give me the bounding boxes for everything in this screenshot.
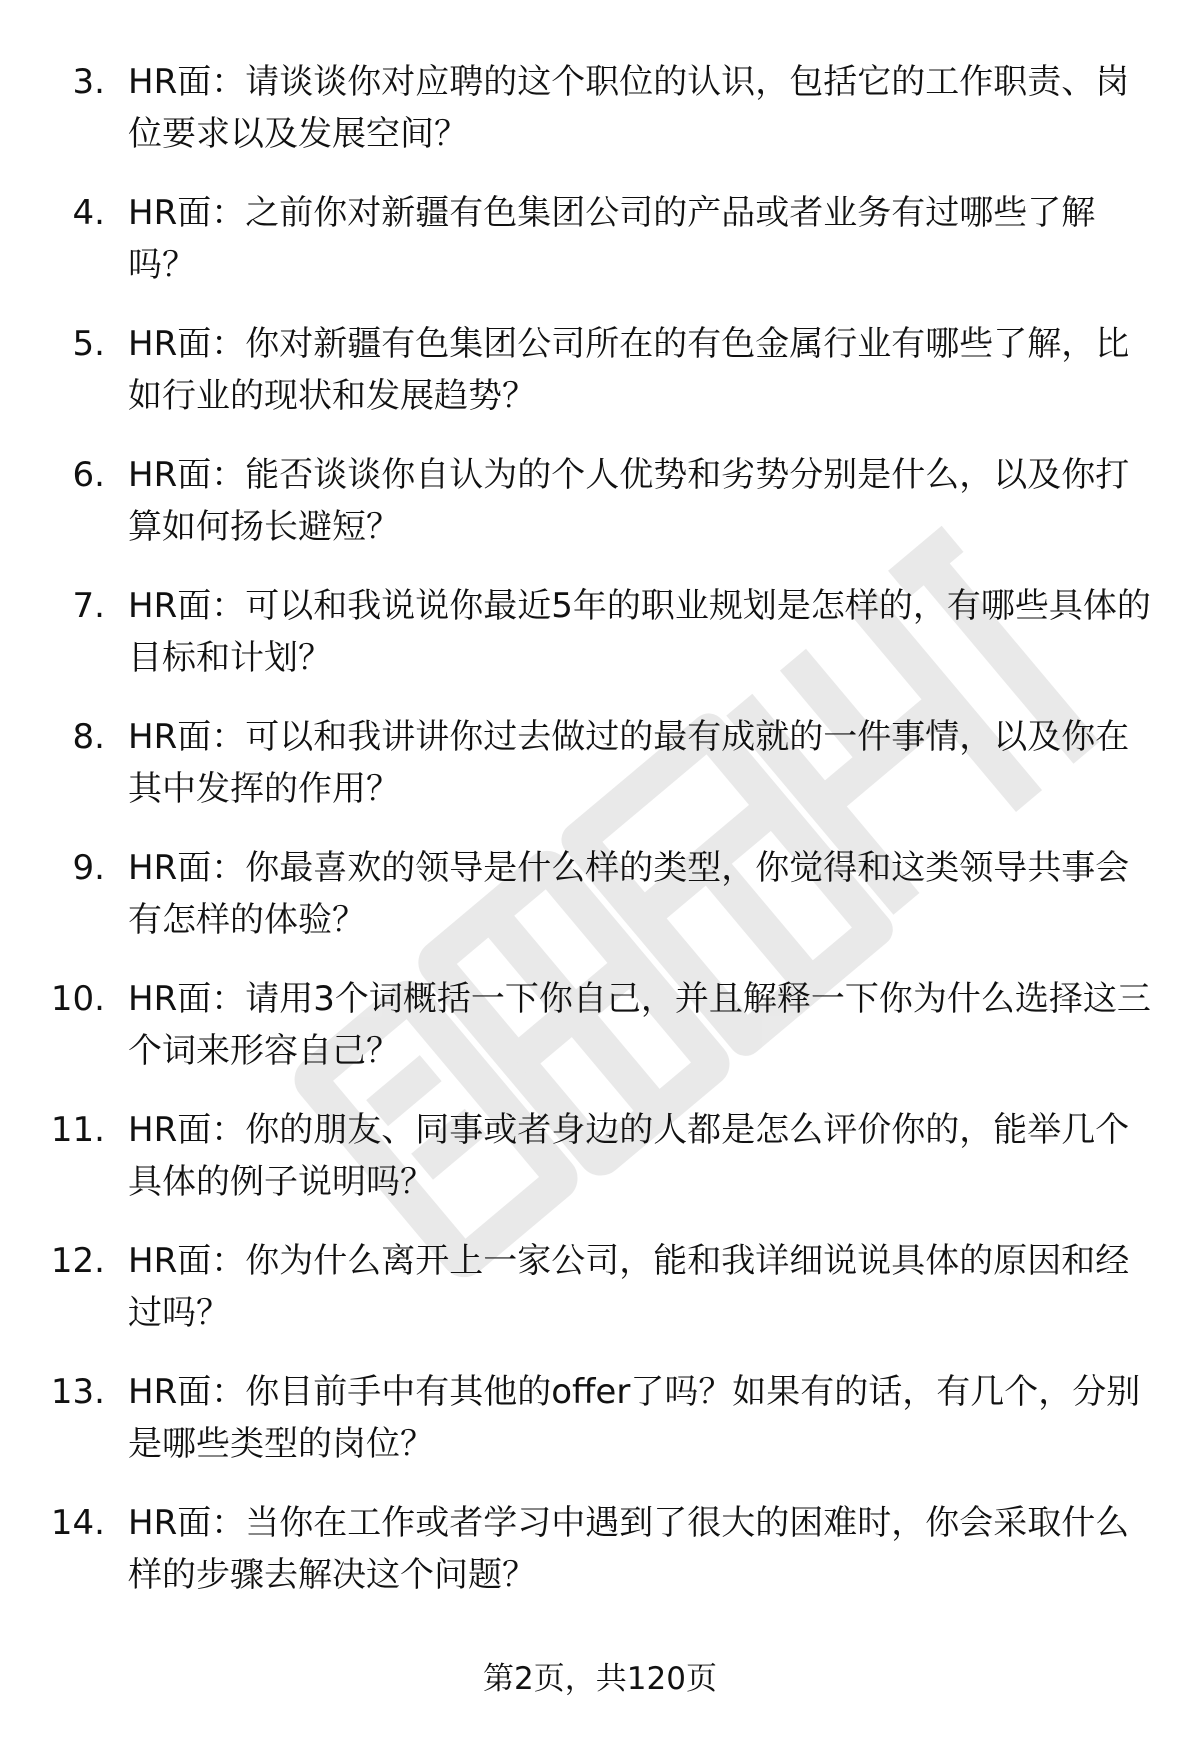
question-number: 11. (50, 1110, 105, 1150)
question-item (0, 445, 1200, 576)
question-number: 12. (50, 1241, 105, 1281)
question-number: 9. (72, 848, 105, 888)
question-text: HR面：你为什么离开上一家公司，能和我详细说说具体的原因和经过吗？ (128, 1241, 1130, 1333)
question-text: HR面：你的朋友、同事或者身边的人都是怎么评价你的，能举几个具体的例子说明吗？ (128, 1110, 1130, 1202)
question-number: 7. (72, 586, 105, 626)
question-item (0, 1362, 1200, 1493)
question-number: 6. (72, 455, 105, 495)
question-number: 10. (50, 979, 105, 1019)
question-text: HR面：可以和我讲讲你过去做过的最有成就的一件事情，以及你在其中发挥的作用？ (128, 717, 1130, 809)
question-number: 14. (50, 1503, 105, 1543)
question-text: HR面：请用3个词概括一下你自己，并且解释一下你为什么选择这三个词来形容自己？ (128, 979, 1151, 1071)
question-item (0, 1100, 1200, 1231)
question-text: HR面：能否谈谈你自认为的个人优势和劣势分别是什么，以及你打算如何扬长避短？ (128, 455, 1130, 547)
question-text: HR面：当你在工作或者学习中遇到了很大的困难时，你会采取什么样的步骤去解决这个问题？ (128, 1503, 1130, 1595)
question-item (0, 1493, 1200, 1624)
question-list (0, 52, 1200, 1624)
question-number: 13. (50, 1372, 105, 1412)
question-text: HR面：你对新疆有色集团公司所在的有色金属行业有哪些了解，比如行业的现状和发展趋势？ (128, 324, 1130, 416)
question-item (0, 314, 1200, 445)
question-item (0, 969, 1200, 1100)
question-number: 4. (72, 193, 105, 233)
question-item (0, 183, 1200, 314)
question-item (0, 576, 1200, 707)
question-item (0, 707, 1200, 838)
question-item (0, 838, 1200, 969)
question-number: 3. (72, 62, 105, 102)
question-item (0, 1231, 1200, 1362)
question-number: 8. (72, 717, 105, 757)
question-text: HR面：可以和我说说你最近5年的职业规划是怎样的，有哪些具体的目标和计划？ (128, 586, 1151, 678)
page-number-footer: 第2页，共120页 (483, 1661, 717, 1697)
question-number: 5. (72, 324, 105, 364)
question-text: HR面：你最喜欢的领导是什么样的类型，你觉得和这类领导共事会有怎样的体验？ (128, 848, 1130, 940)
question-text: HR面：之前你对新疆有色集团公司的产品或者业务有过哪些了解吗？ (128, 193, 1096, 285)
question-text: HR面：请谈谈你对应聘的这个职位的认识，包括它的工作职责、岗位要求以及发展空间？ (128, 62, 1130, 154)
question-item (0, 52, 1200, 183)
question-text: HR面：你目前手中有其他的offer了吗？如果有的话，有几个，分别是哪些类型的岗位？ (128, 1372, 1141, 1464)
